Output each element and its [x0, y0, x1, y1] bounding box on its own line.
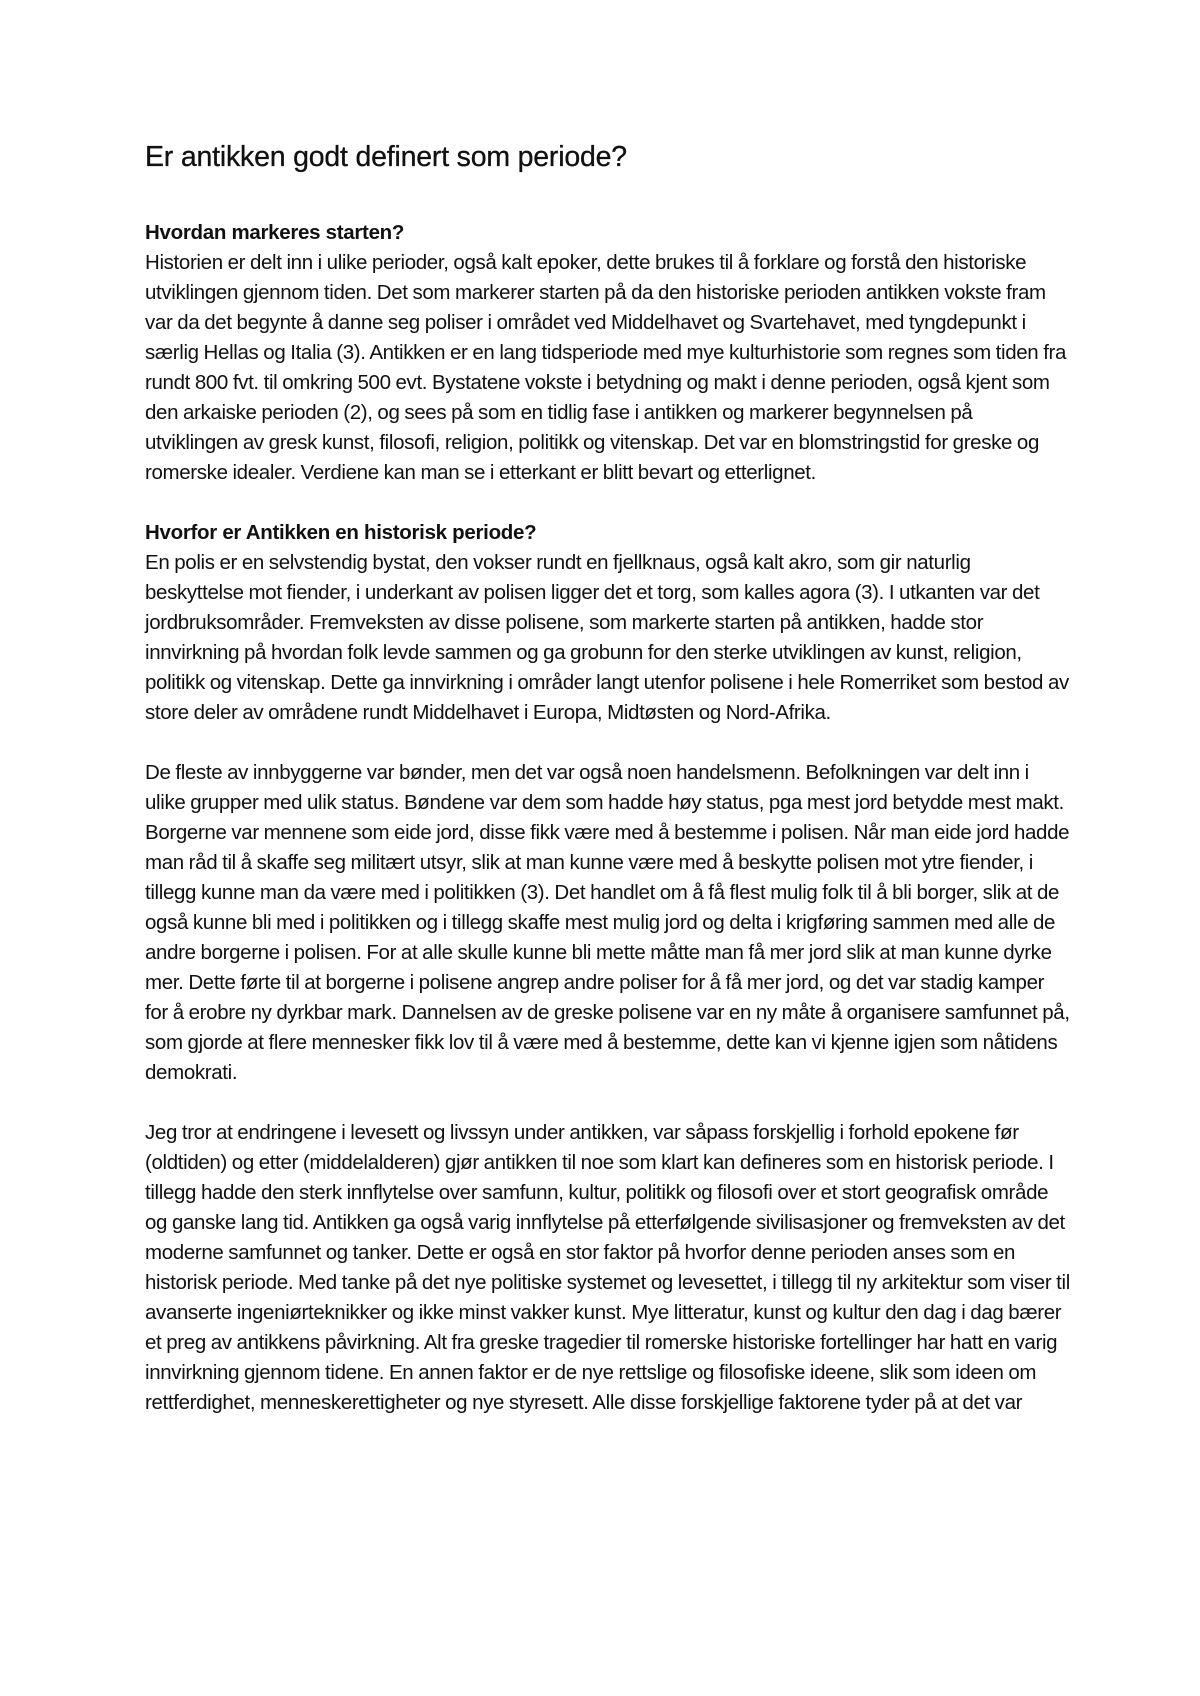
document-title: Er antikken godt definert som periode? [145, 141, 627, 173]
paragraph: Historien er delt inn i ulike perioder, også kalt epoker, dette brukes til å forklare og forstå den historiske utviklingen gjennom tiden. Det som markerer starten på da den historiske perioden antikken vokste fram var da det begynte å danne seg poliser i området ved Middelhavet og Svartehavet, med tyngdepunkt i særlig Hellas og Italia (3). Antikken er en lang tidsperiode med mye kulturhistorie som regnes som tiden fra rundt 800 fvt. til omkring 500 evt. Bystatene vokste i betydning og makt i denne perioden, også kjent som den arkaiske perioden (2), og sees på som en tidlig fase i antikken og markerer begynnelsen på utviklingen av gresk kunst, filosofi, religion, politikk og vitenskap. Det var en blomstringstid for greske og romerske idealer. Verdiene kan man se i etterkant er blitt bevart og etterlignet. [145, 251, 1067, 484]
paragraph: En polis er en selvstendig bystat, den vokser rundt en fjellknaus, også kalt akro, som gir naturlig beskyttelse mot fiender, i underkant av polisen ligger det et torg, som kalles agora (3). I utkanten var det jordbruksområder. Fremveksten av disse polisene, som markerte starten på antikken, hadde stor innvirkning på hvordan folk levde sammen og ga grobunn for den sterke utviklingen av kunst, religion, politikk og vitenskap. Dette ga innvirkning i områder langt utenfor polisene i hele Romerriket som bestod av store deler av områdene rundt Middelhavet i Europa, Midtøsten og Nord-Afrika. [145, 551, 1069, 724]
paragraph: De fleste av innbyggerne var bønder, men det var også noen handelsmenn. Befolkningen var delt inn i ulike grupper med ulik status. Bøndene var dem som hadde høy status, pga mest jord betydde mest makt. Borgerne var mennene som eide jord, disse fikk være med å bestemme i polisen. Når man eide jord hadde man råd til å skaffe seg militært utsyr, slik at man kunne være med å beskytte polisen mot ytre fiender, i tillegg kunne man da være med i politikken (3). Det handlet om å få flest mulig folk til å bli borger, slik at de også kunne bli med i politikken og i tillegg skaffe mest mulig jord og delta i krigføring sammen med alle de andre borgerne i polisen. For at alle skulle kunne bli mette måtte man få mer jord slik at man kunne dyrke mer. Dette førte til at borgerne i polisene angrep andre poliser for å få mer jord, og det var stadig kamper for å erobre ny dyrkbar mark. Dannelsen av de greske polisene var en ny måte å organisere samfunnet på, som gjorde at flere mennesker fikk lov til å være med å bestemme, dette kan vi kjenne igjen som nåtidens demokrati. [145, 761, 1070, 1084]
paragraph: Jeg tror at endringene i levesett og livssyn under antikken, var såpass forskjellig i forhold epokene før (oldtiden) og etter (middelalderen) gjør antikken til noe som klart kan defineres som en historisk periode. I tillegg hadde den sterk innflytelse over samfunn, kultur, politikk og filosofi over et stort geografisk område og ganske lang tid. Antikken ga også varig innflytelse på etterfølgende sivilisasjoner og fremveksten av det moderne samfunnet og tanker. Dette er også en stor faktor på hvorfor denne perioden anses som en historisk periode. Med tanke på det nye politiske systemet og levesettet, i tillegg til ny arkitektur som viser til avanserte ingeniørteknikker og ikke minst vakker kunst. Mye litteratur, kunst og kultur den dag i dag bærer et preg av antikkens påvirkning. Alt fra greske tragedier til romerske historiske fortellinger har hatt en varig innvirkning gjennom tidene. En annen faktor er de nye rettslige og filosofiske ideene, slik som ideen om rettferdighet, menneskerettigheter og nye styresett. Alle disse forskjellige faktorene tyder på at det var [145, 1121, 1070, 1414]
section-start [145, 218, 1070, 488]
section-why-period [145, 518, 1070, 1418]
document-page [145, 140, 1070, 1418]
section-heading: Hvordan markeres starten? [145, 221, 405, 244]
section-heading: Hvorfor er Antikken en historisk periode? [145, 521, 537, 544]
